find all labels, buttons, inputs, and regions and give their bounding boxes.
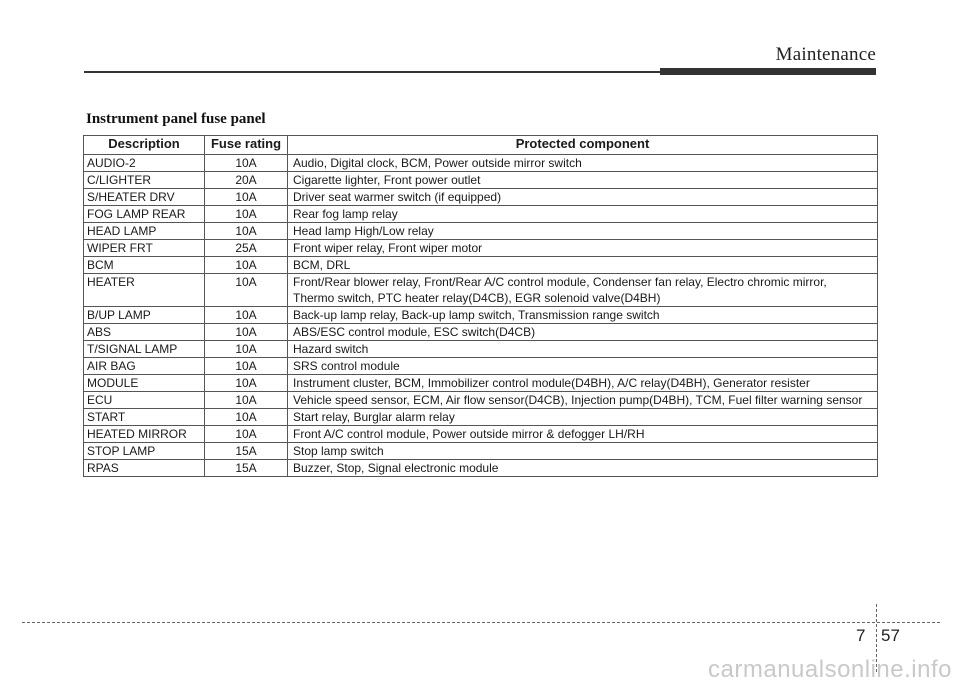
column-header-description: Description xyxy=(84,136,205,155)
cell-protected-component xyxy=(288,307,878,324)
cell-protected-component xyxy=(288,358,878,375)
cell-fuse-rating: 10A xyxy=(205,375,288,392)
component-text: BCM, DRL xyxy=(293,258,351,272)
cell-fuse-rating: 10A xyxy=(205,223,288,240)
cell-protected-component xyxy=(288,155,878,172)
cell-description: B/UP LAMP xyxy=(84,307,205,324)
cell-description: T/SIGNAL LAMP xyxy=(84,341,205,358)
cell-protected-component xyxy=(288,443,878,460)
table-row xyxy=(84,409,878,426)
cell-description: BCM xyxy=(84,257,205,274)
cell-fuse-rating: 10A xyxy=(205,307,288,324)
cell-protected-component xyxy=(288,172,878,189)
cell-fuse-rating: 10A xyxy=(205,392,288,409)
cell-protected-component xyxy=(288,223,878,240)
table-row xyxy=(84,341,878,358)
section-header-title: Maintenance xyxy=(775,44,876,65)
cell-protected-component xyxy=(288,375,878,392)
component-text-continued: Thermo switch, PTC heater relay(D4CB), EGR solenoid valve(D4BH) xyxy=(293,291,661,305)
column-header-protected-component: Protected component xyxy=(288,136,878,155)
fuse-table xyxy=(83,135,878,477)
component-text: Front/Rear blower relay, Front/Rear A/C control module, Condenser fan relay, Electro chromic mirror, xyxy=(293,275,827,289)
cell-protected-component xyxy=(288,341,878,358)
component-text: Start relay, Burglar alarm relay xyxy=(293,410,455,424)
table-row xyxy=(84,274,878,307)
table-row xyxy=(84,240,878,257)
cell-fuse-rating: 20A xyxy=(205,172,288,189)
cell-fuse-rating: 10A xyxy=(205,358,288,375)
component-text: Head lamp High/Low relay xyxy=(293,224,434,238)
component-text: Buzzer, Stop, Signal electronic module xyxy=(293,461,499,475)
cell-fuse-rating: 15A xyxy=(205,460,288,477)
cell-description: S/HEATER DRV xyxy=(84,189,205,206)
cell-protected-component xyxy=(288,257,878,274)
component-text: SRS control module xyxy=(293,359,400,373)
cell-fuse-rating: 10A xyxy=(205,274,288,307)
page-title: Instrument panel fuse panel xyxy=(86,111,266,127)
table-row xyxy=(84,324,878,341)
cell-description: WIPER FRT xyxy=(84,240,205,257)
cell-description: RPAS xyxy=(84,460,205,477)
table-body xyxy=(84,155,878,477)
cell-description: HEATER xyxy=(84,274,205,307)
component-text: Audio, Digital clock, BCM, Power outside mirror switch xyxy=(293,156,582,170)
cell-description: HEAD LAMP xyxy=(84,223,205,240)
cell-fuse-rating: 10A xyxy=(205,341,288,358)
cell-fuse-rating: 10A xyxy=(205,324,288,341)
component-text: Stop lamp switch xyxy=(293,444,384,458)
table-row xyxy=(84,358,878,375)
table-row xyxy=(84,189,878,206)
cell-protected-component xyxy=(288,409,878,426)
table-row xyxy=(84,392,878,409)
table-row xyxy=(84,426,878,443)
cell-description: ECU xyxy=(84,392,205,409)
cell-description: AIR BAG xyxy=(84,358,205,375)
table-row xyxy=(84,375,878,392)
cell-fuse-rating: 25A xyxy=(205,240,288,257)
page-number: 57 xyxy=(881,626,900,645)
component-text: Cigarette lighter, Front power outlet xyxy=(293,173,481,187)
cell-protected-component xyxy=(288,392,878,409)
column-header-fuse-rating: Fuse rating xyxy=(205,136,288,155)
cell-description: MODULE xyxy=(84,375,205,392)
cell-description: ABS xyxy=(84,324,205,341)
table-row xyxy=(84,443,878,460)
cell-fuse-rating: 10A xyxy=(205,426,288,443)
cell-protected-component xyxy=(288,189,878,206)
table-row xyxy=(84,257,878,274)
cell-description: AUDIO-2 xyxy=(84,155,205,172)
header-rule-thick xyxy=(660,68,876,75)
component-text: Front wiper relay, Front wiper motor xyxy=(293,241,483,255)
cell-protected-component xyxy=(288,274,878,307)
chapter-number: 7 xyxy=(856,626,866,645)
cell-fuse-rating: 10A xyxy=(205,155,288,172)
table-row xyxy=(84,206,878,223)
cell-fuse-rating: 10A xyxy=(205,206,288,223)
component-text: Front A/C control module, Power outside mirror & defogger LH/RH xyxy=(293,427,645,441)
footer-dashed-rule xyxy=(22,622,940,623)
component-text: Hazard switch xyxy=(293,342,369,356)
header-rule-thin xyxy=(84,71,664,73)
cell-fuse-rating: 10A xyxy=(205,189,288,206)
component-text: Driver seat warmer switch (if equipped) xyxy=(293,190,502,204)
table-row xyxy=(84,223,878,240)
cell-description: FOG LAMP REAR xyxy=(84,206,205,223)
cell-protected-component xyxy=(288,426,878,443)
component-text: Instrument cluster, BCM, Immobilizer control module(D4BH), A/C relay(D4BH), Generator resister xyxy=(293,376,810,390)
cell-description: C/LIGHTER xyxy=(84,172,205,189)
component-text: Rear fog lamp relay xyxy=(293,207,398,221)
cell-description: START xyxy=(84,409,205,426)
cell-fuse-rating: 15A xyxy=(205,443,288,460)
cell-fuse-rating: 10A xyxy=(205,257,288,274)
watermark: carmanualsonline.info xyxy=(708,656,952,683)
cell-protected-component xyxy=(288,460,878,477)
cell-protected-component xyxy=(288,240,878,257)
table-row xyxy=(84,155,878,172)
cell-protected-component xyxy=(288,206,878,223)
cell-description: STOP LAMP xyxy=(84,443,205,460)
table-row xyxy=(84,460,878,477)
table-row xyxy=(84,307,878,324)
component-text: Vehicle speed sensor, ECM, Air flow sensor(D4CB), Injection pump(D4BH), TCM, Fuel filter warning sensor xyxy=(293,393,863,407)
cell-description: HEATED MIRROR xyxy=(84,426,205,443)
cell-fuse-rating: 10A xyxy=(205,409,288,426)
table-row xyxy=(84,172,878,189)
component-text: Back-up lamp relay, Back-up lamp switch, Transmission range switch xyxy=(293,308,660,322)
component-text: ABS/ESC control module, ESC switch(D4CB) xyxy=(293,325,536,339)
cell-protected-component xyxy=(288,324,878,341)
table-header-row xyxy=(84,136,878,155)
